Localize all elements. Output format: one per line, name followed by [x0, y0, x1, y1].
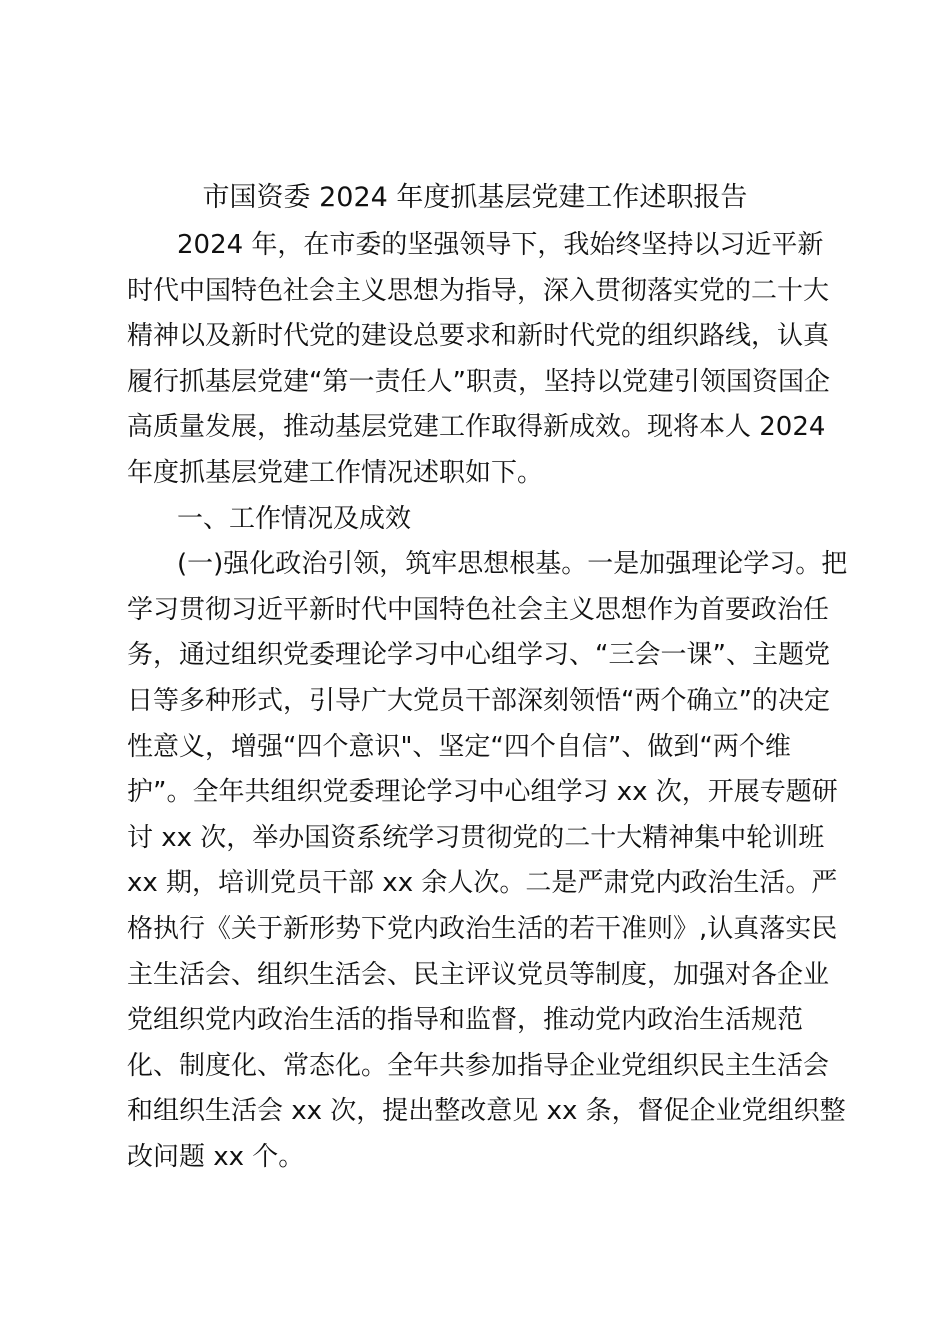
paragraph-line: 讨 xx 次，举办国资系统学习贯彻党的二十大精神集中轮训班	[127, 822, 825, 853]
paragraph-line: 年度抓基层党建工作情况述职如下。	[127, 457, 544, 488]
paragraph-line: 护”。全年共组织党委理论学习中心组学习 xx 次，开展专题研	[127, 777, 838, 808]
paragraph-line: 学习贯彻习近平新时代中国特色社会主义思想作为首要政治任	[127, 594, 830, 625]
document-title: 市国资委 2024 年度抓基层党建工作述职报告	[202, 182, 748, 213]
paragraph-line: 2024 年，在市委的坚强领导下，我始终坚持以习近平新	[177, 230, 824, 260]
paragraph-line: 日等多种形式，引导广大党员干部深刻领悟“两个确立”的决定	[127, 685, 830, 716]
paragraph-line: 精神以及新时代党的建设总要求和新时代党的组织路线，认真	[127, 321, 830, 352]
document-body	[127, 223, 848, 1180]
paragraph-line: 党组织党内政治生活的指导和监督，推动党内政治生活规范	[127, 1005, 804, 1036]
paragraph-line: 性意义，增强“四个意识"、坚定“四个自信”、做到“两个维	[127, 731, 791, 762]
paragraph-line: 化、制度化、常态化。全年共参加指导企业党组织民主生活会	[127, 1050, 830, 1081]
paragraph-line: 高质量发展，推动基层党建工作取得新成效。现将本人 2024	[127, 412, 826, 443]
paragraph-line: 履行抓基层党建“第一责任人”职责，坚持以党建引领国资国企	[127, 366, 830, 397]
paragraph-line: 改问题 xx 个。	[127, 1141, 305, 1172]
paragraph-line: xx 期，培训党员干部 xx 余人次。二是严肃党内政治生活。严	[127, 868, 838, 899]
paragraph-line: 主生活会、组织生活会、民主评议党员等制度，加强对各企业	[127, 959, 830, 990]
paragraph-line: 格执行《关于新形势下党内政治生活的若干准则》,认真落实民	[127, 913, 838, 944]
paragraph-line: (一)强化政治引领，筑牢思想根基。一是加强理论学习。把	[177, 549, 848, 580]
paragraph-line: 和组织生活会 xx 次，提出整改意见 xx 条，督促企业党组织整	[127, 1096, 846, 1127]
paragraph-line: 时代中国特色社会主义思想为指导，深入贯彻落实党的二十大	[127, 275, 830, 306]
paragraph-line: 务，通过组织党委理论学习中心组学习、“三会一课”、主题党	[127, 640, 830, 671]
section-heading: 一、工作情况及成效	[177, 503, 412, 534]
